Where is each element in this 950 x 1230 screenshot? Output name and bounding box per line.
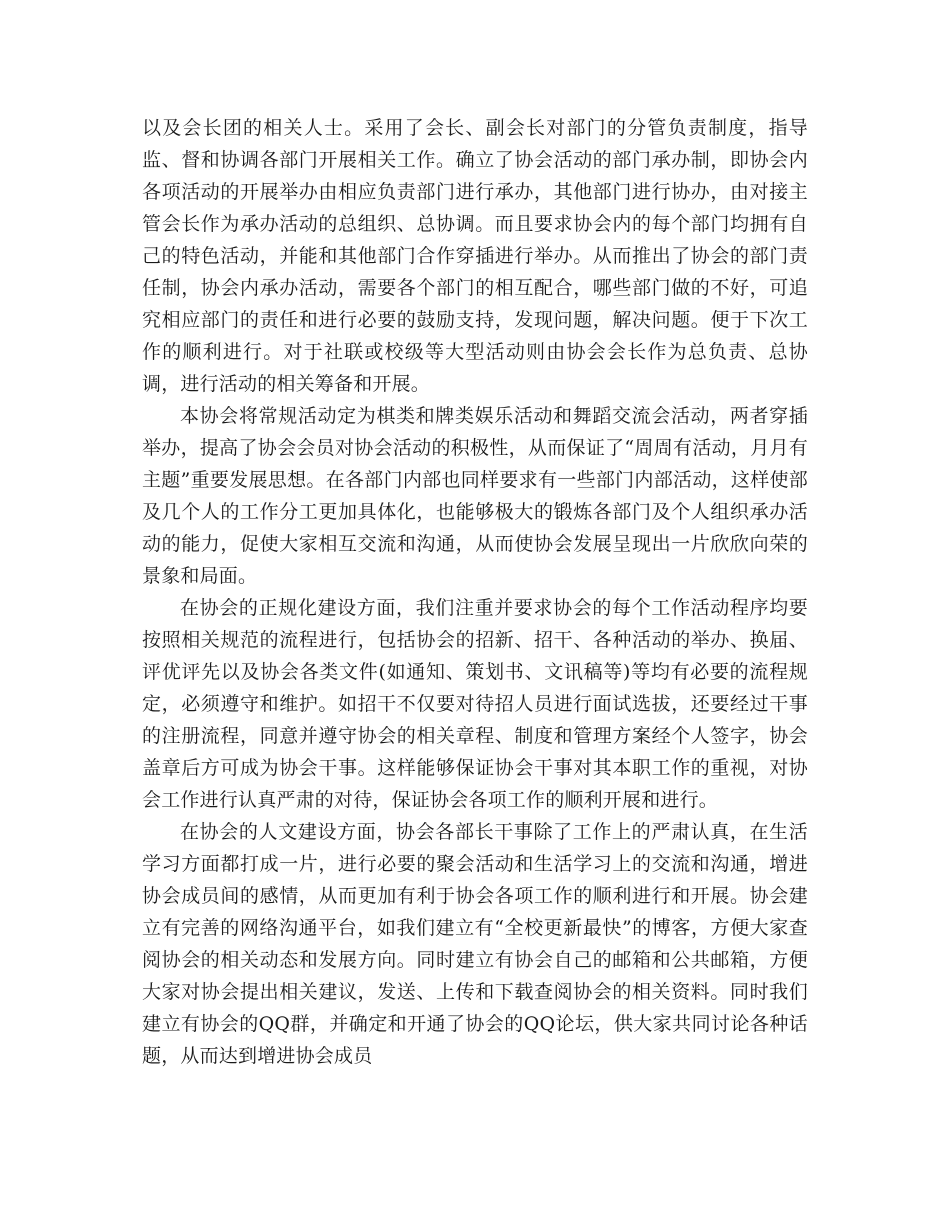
paragraph-2: 本协会将常规活动定为棋类和牌类娱乐活动和舞蹈交流会活动，两者穿插举办，提高了协会会员对协会活动的积极性，从而保证了“周周有活动，月月有主题”重要发展思想。在各部门内部也同样要求有一些部门内部活动，这样使部及几个人的工作分工更加具体化，也能够极大的锻炼各部门及个人组织承办活动的能力，促使大家相互交流和沟通，从而使协会发展呈现出一片欣欣向荣的景象和局面。 bbox=[142, 405, 808, 587]
paragraph-1: 以及会长团的相关人士。采用了会长、副会长对部门的分管负责制度，指导监、督和协调各部门开展相关工作。确立了协会活动的部门承办制，即协会内各项活动的开展举办由相应负责部门进行承办，其他部门进行协办，由对接主管会长作为承办活动的总组织、总协调。而且要求协会内的每个部门均拥有自己的特色活动，并能和其他部门合作穿插进行举办。从而推出了协会的部门责任制，协会内承办活动，需要各个部门的相互配合，哪些部门做的不好，可追究相应部门的责任和进行必要的鼓励支持，发现问题，解决问题。便于下次工作的顺利进行。对于社联或校级等大型活动则由协会会长作为总负责、总协调，进行活动的相关筹备和开展。 bbox=[142, 117, 808, 395]
document-body bbox=[142, 112, 808, 1072]
paragraph-3: 在协会的正规化建设方面，我们注重并要求协会的每个工作活动程序均要按照相关规范的流程进行，包括协会的招新、招干、各种活动的举办、换届、评优评先以及协会各类文件(如通知、策划书、文讯稿等)等均有必要的流程规定，必须遵守和维护。如招干不仅要对待招人员进行面试选拔，还要经过干事的注册流程，同意并遵守协会的相关章程、制度和管理方案经个人签字，协会盖章后方可成为协会干事。这样能够保证协会干事对其本职工作的重视，对协会工作进行认真严肃的对待，保证协会各项工作的顺利开展和进行。 bbox=[142, 597, 808, 811]
paragraph-4: 在协会的人文建设方面，协会各部长干事除了工作上的严肃认真，在生活学习方面都打成一片，进行必要的聚会活动和生活学习上的交流和沟通，增进协会成员间的感情，从而更加有利于协会各项工作的顺利进行和开展。协会建立有完善的网络沟通平台，如我们建立有“全校更新最快”的博客，方便大家查阅协会的相关动态和发展方向。同时建立有协会自己的邮箱和公共邮箱，方便大家对协会提出相关建议，发送、上传和下载查阅协会的相关资料。同时我们建立有协会的QQ群，并确定和开通了协会的QQ论坛，供大家共同讨论各种话题，从而达到增进协会成员 bbox=[142, 821, 808, 1067]
